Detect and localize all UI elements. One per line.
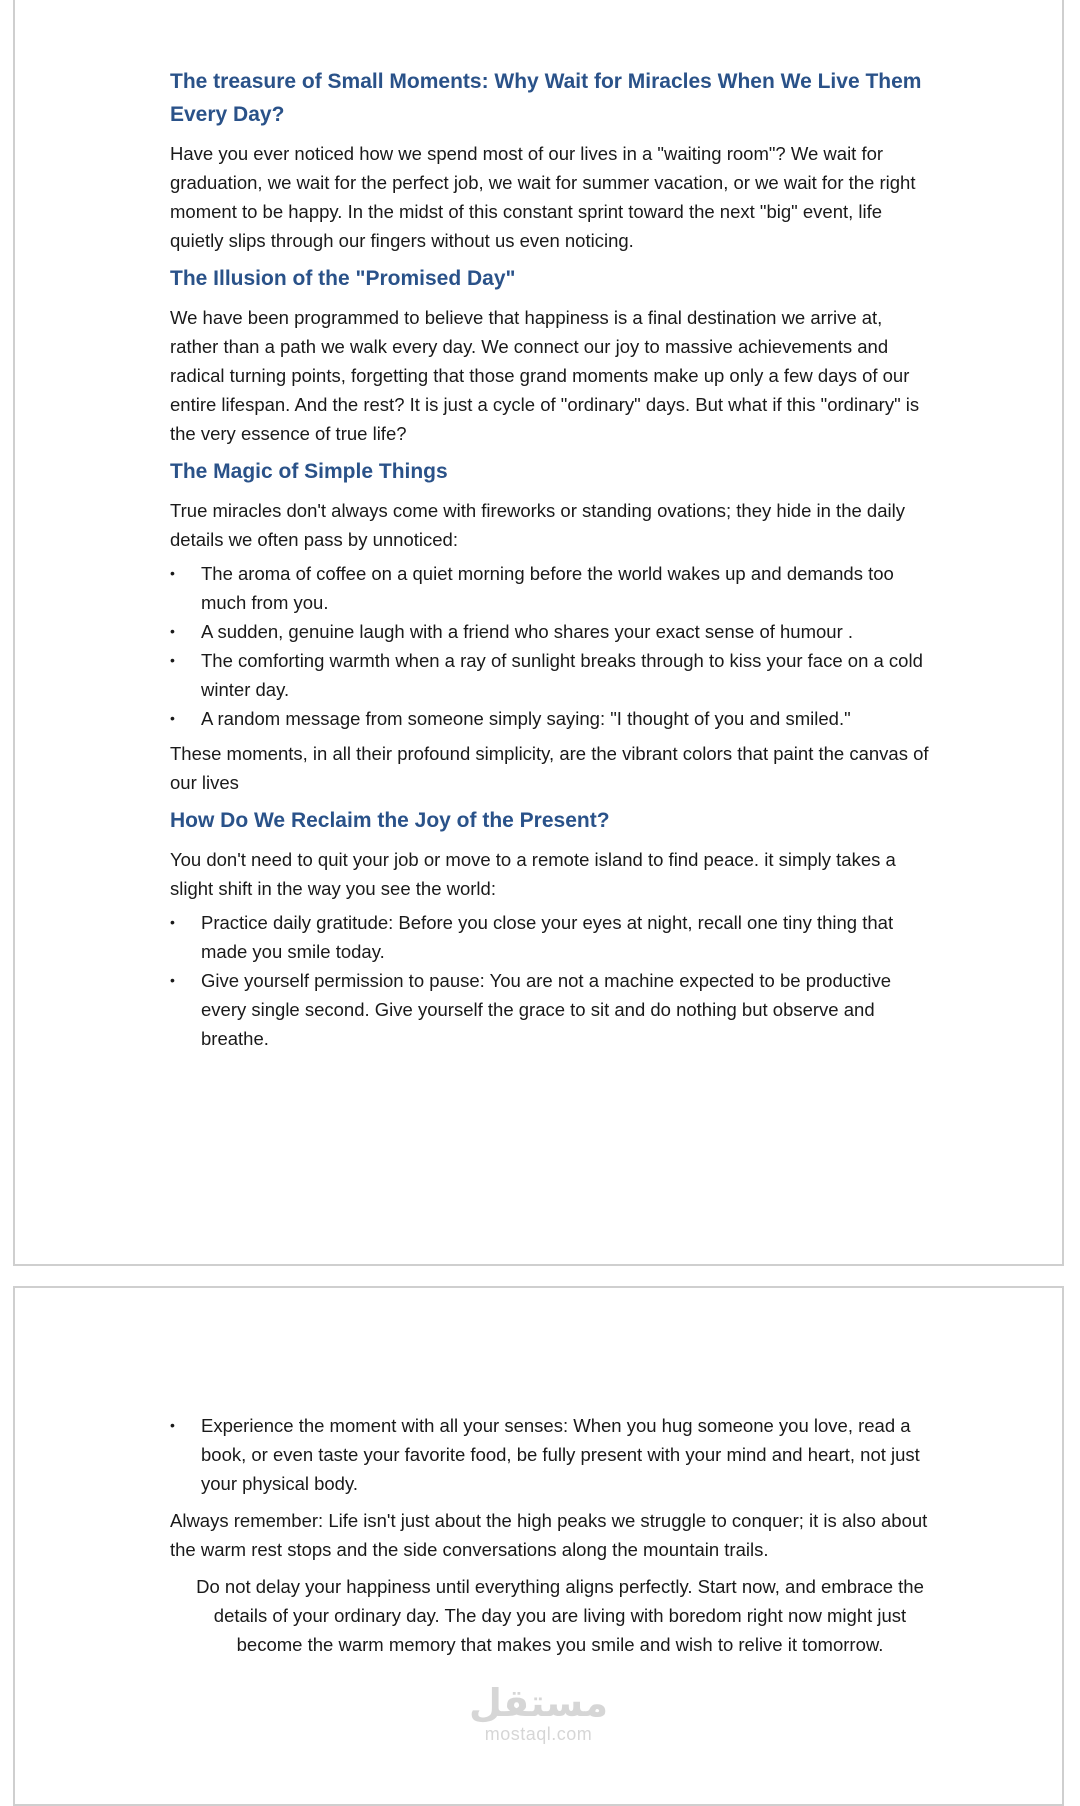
watermark-logo <box>15 1684 1062 1744</box>
page-1-content <box>170 65 930 1053</box>
senses-list <box>170 1411 930 1498</box>
list-item-text: The aroma of coffee on a quiet morning before the world wakes up and demands too much from you. <box>201 563 894 613</box>
list-item-text: A random message from someone simply saying: "I thought of you and smiled." <box>201 708 851 729</box>
heading-reclaim: How Do We Reclaim the Joy of the Present? <box>170 809 610 832</box>
bullet-icon: • <box>170 914 175 930</box>
heading-illusion: The Illusion of the "Promised Day" <box>170 267 516 290</box>
bullet-icon: • <box>170 972 175 988</box>
bullet-icon: • <box>170 623 175 639</box>
paragraph-reclaim: You don't need to quit your job or move to a remote island to find peace. it simply takes a slight shift in the way you see the world: <box>170 849 896 899</box>
bullet-icon: • <box>170 565 175 581</box>
document-page-1 <box>13 0 1064 1266</box>
intro-paragraph: Have you ever noticed how we spend most of our lives in a "waiting room"? We wait for graduation, we wait for the perfect job, we wait for summer vacation, or we wait for the right moment to be happy. In the midst of this constant sprint toward the next "big" event, life quietly slips through our fingers without us even noticing. <box>170 143 916 251</box>
magic-list <box>170 559 930 733</box>
document-title: The treasure of Small Moments: Why Wait for Miracles When We Live Them Every Day? <box>170 70 922 126</box>
bullet-icon: • <box>170 1417 175 1433</box>
paragraph-remember: Always remember: Life isn't just about the high peaks we struggle to conquer; it is also about the warm rest stops and the side conversations along the mountain trails. <box>170 1510 928 1560</box>
watermark-mark: مستقل <box>469 1683 608 1725</box>
paragraph-magic: True miracles don't always come with fireworks or standing ovations; they hide in the daily details we often pass by unnoticed: <box>170 500 905 550</box>
document-page-2 <box>13 1286 1064 1806</box>
list-item-text: Give yourself permission to pause: You are not a machine expected to be productive every single second. Give yourself the grace to sit and do nothing but observe and breathe. <box>201 970 892 1049</box>
list-item-text: Experience the moment with all your senses: When you hug someone you love, read a book, or even taste your favorite food, be fully present with your mind and heart, not just your physical body. <box>201 1415 920 1494</box>
list-item-text: A sudden, genuine laugh with a friend who shares your exact sense of humour . <box>201 621 854 642</box>
paragraph-closing: Do not delay your happiness until everything aligns perfectly. Start now, and embrace the details of your ordinary day. The day you are living with boredom right now might just become the warm memory that makes you smile and wish to relive it tomorrow. <box>196 1576 924 1655</box>
paragraph-moments: These moments, in all their profound simplicity, are the vibrant colors that paint the canvas of our lives <box>170 743 929 793</box>
paragraph-illusion: We have been programmed to believe that happiness is a final destination we arrive at, rather than a path we walk every day. We connect our joy to massive achievements and radical turning points, forgetting that those grand moments make up only a few days of our entire lifespan. And the rest? It is just a cycle of "ordinary" days. But what if this "ordinary" is the very essence of true life? <box>170 307 920 444</box>
list-item-text: Practice daily gratitude: Before you close your eyes at night, recall one tiny thing that made you smile today. <box>201 912 894 962</box>
list-item <box>170 617 930 646</box>
list-item <box>170 559 930 617</box>
watermark-site: mostaql.com <box>484 1724 593 1744</box>
list-item <box>170 966 930 1053</box>
list-item <box>170 646 930 704</box>
list-item <box>170 704 930 733</box>
page-2-content <box>170 1411 930 1659</box>
bullet-icon: • <box>170 652 175 668</box>
list-item-text: The comforting warmth when a ray of sunlight breaks through to kiss your face on a cold winter day. <box>201 650 923 700</box>
list-item <box>170 908 930 966</box>
reclaim-list <box>170 908 930 1053</box>
heading-magic: The Magic of Simple Things <box>170 460 448 483</box>
bullet-icon: • <box>170 710 175 726</box>
list-item <box>170 1411 930 1498</box>
